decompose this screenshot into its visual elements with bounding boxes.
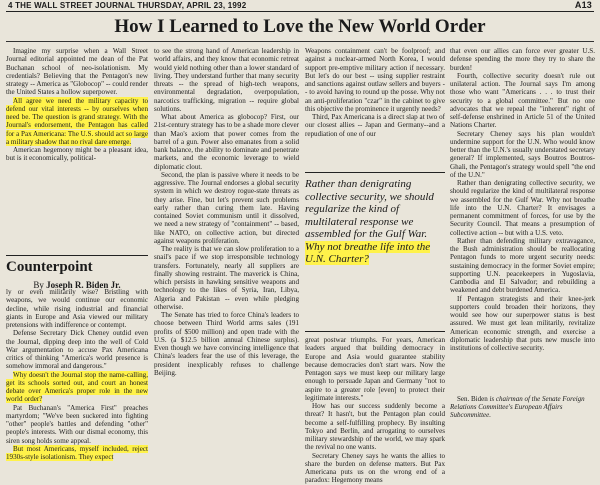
paragraph: The reality is that we can slow proliferation to a snail's pace if we stop irresponsible technology transfers. Fortunately, nearly all suppliers are finally showing restraint. The maverick is China, which persists in hawking sensitive weapons and technology to the likes of Syria, Iran, Libya, Algeria and Pakistan -- even while pledging otherwise. xyxy=(154,245,299,311)
page-number: A13 xyxy=(574,0,592,10)
counterpoint-box xyxy=(6,255,148,290)
paragraph: How has our success suddenly become a threat? It hasn't, but the Pentagon plan could become a self-fulfilling prophecy. By insulting Tokyo and Berlin, and arrogating to ourselves military stewardship of the world, we may spark the revival no one wants. xyxy=(305,402,445,452)
paragraph: Rather than defending military extravagance, the Bush administration should be reallocating Pentagon funds to more urgent security needs: sustaining democracy in the former Soviet empire; supporting U.N. peacekeepers in Yugoslavia, Cambodia and El Salvador; and rebuilding a weakened and debt burdened America. xyxy=(450,236,595,295)
paragraph: Third, Pax Americana is a direct slap at two of our closest allies -- Japan and Germany--and a repudiation of one of our xyxy=(305,113,445,138)
paragraph: American hegemony might be a pleasant idea, but is it economically, political- xyxy=(6,146,148,163)
paragraph: Fourth, collective security doesn't rule out unilateral action. The Journal says I'm among those who want "Americans . . . to trust their security to a global committee." But no one advocates that we repeal the "inherent" right of self-defense enshrined in Article 51 of the United Nations Charter. xyxy=(450,71,595,130)
paragraph: ly or even militarily wise? Bristling with weapons, we would continue our economic decline, while rising industrial and financial giants in Europe and Asia viewed our military pretensions with indifference or contempt. xyxy=(6,288,148,329)
paragraph: All agree we need the military capacity to defend our vital interests -- by ourselves when need be. The question is grand strategy. With the Journal's endorsement, the Pentagon has called for a Pax Americana: The U.S. should act so large a military shadow that no rival dare emerge. xyxy=(6,96,148,146)
author-name: Joseph R. Biden Jr. xyxy=(46,280,121,290)
paragraph: Imagine my surprise when a Wall Street Journal editorial appointed me dean of the Pat Buchanan school of neo-isolationism. My credentials? Believing that the Pentagon's new strategy -- America as "Globocop" -- could render the United States a hollow superpower. xyxy=(6,47,148,97)
paragraph: Secretary Cheney says he wants the allies to share the burden on defense matters. But Pax Americana puts us on the wrong end of a paradox: Hegemony means xyxy=(305,451,445,485)
paragraph: But most Americans, myself included, reject 1930s-style isolationism. They expect xyxy=(6,444,148,461)
article-headline: How I Learned to Love the New World Order xyxy=(6,13,594,42)
column-3-bottom xyxy=(305,336,445,485)
paragraph: great postwar triumphs. For years, American leaders argued that building democracy in Europe and Asia would guarantee stability because democracies don't start wars. Now the Pentagon says we must keep our military large enough to persuade Japan and Germany "not to aspire to a greater role [even] to protect their legitimate interests." xyxy=(305,336,445,402)
pull-quote-highlight: Why not breathe life into the U.N. Charter? xyxy=(305,240,431,265)
author-byline: By Joseph R. Biden Jr. xyxy=(33,280,121,290)
column-1-bottom xyxy=(6,288,148,461)
masthead-dateline: 4 THE WALL STREET JOURNAL THURSDAY, APRIL 23, 1992 xyxy=(8,1,247,10)
pull-quote: Rather than denigrating collective security, we should regularize the kind of multilateral response we assembled for the Gulf War. Why not breathe life into the U.N. Charter? xyxy=(305,172,445,332)
masthead xyxy=(6,0,594,12)
paragraph: If Pentagon strategists and their knee-jerk supporters could broaden their horizons, they would see how our superpower status is best assured. We must get lean militarily, revitalize American economic strength, and exercise a diplomatic leadership that puts new muscle into institutions of collective security. xyxy=(450,294,595,352)
author-note: Sen. Biden is chairman of the Senate Foreign Relations Committee's European Affairs Subcommittee. xyxy=(450,395,585,419)
counterpoint-label: Counterpoint xyxy=(6,255,148,276)
column-1-top xyxy=(6,47,148,253)
column-3-top xyxy=(305,47,445,169)
column-4 xyxy=(450,47,595,392)
paragraph: to see the strong hand of American leadership in world affairs, and they know that economic retreat would yield nothing other than a lower standard of living. They understand further that many security threats -- the spread of high-tech weapons, environmental degradation, overpopulation, narcotics trafficking, migration -- require global solutions. xyxy=(154,47,299,113)
paragraph: Secretary Cheney says his plan wouldn't undermine support for the U.N. Who would know better than the U.N.'s usually understated secretary general? If implemented, says Boutros Boutros-Ghali, the Pentagon's strategy would spell "the end of the U.N." xyxy=(450,129,595,179)
paragraph: Rather than denigrating collective security, we should regularize the kind of multilateral response we assembled for the Gulf War. Why not breathe life into the U.N. Charter? It envisages a permanent commitment of forces, for use by the Security Council. That means a presumption of collective action -- but with a U.S. veto. xyxy=(450,179,595,237)
paragraph: Second, the plan is passive where it needs to be aggressive. The Journal endorses a global security system in which we destroy rogue-state threats as they arise. Fine, but let's prevent such problems early rather than curing them late. Having contained Soviet communism until it dissolved, we need a new strategy of "containment" -- based, like NATO, on collective action, but directed against weapons proliferation. xyxy=(154,170,299,245)
paragraph: Why doesn't the Journal stop the name-calling, get its schools sorted out, and court an honest debate over America's proper role in the new world order? xyxy=(6,370,148,404)
paragraph: Weapons containment can't be foolproof; and against a nuclear-armed North Korea, I would support pre-emptive military action if necessary. But let's do our best -- using supplier restraint and sanctions against outlaw sellers and buyers -- to avoid having to round up the posse. Why not an anti-proliferation "czar" in the cabinet to give this objective the prominence it urgently needs? xyxy=(305,47,445,113)
paragraph: Defense Secretary Dick Cheney outdid even the Journal, dipping deep into the well of Cold War argumentation to accuse Pax Americana critics of thinking "America's world presence is somehow immoral and dangerous." xyxy=(6,329,148,371)
paragraph: that even our allies can force ever greater U.S. defense spending the more they try to share the burden! xyxy=(450,47,595,72)
column-2 xyxy=(154,47,299,447)
paragraph: The Senate has tried to force China's leaders to choose between Third World arms sales (191 profits of $500 million) and open trade with the U.S. (a $12.5 billion annual Chinese surplus). Even though we have convincing intelligence that China's leaders fear the use of this leverage, the president inexplicably refuses to challenge Beijing. xyxy=(154,311,299,377)
paragraph: Pat Buchanan's "America First" preaches martyrdom; "We've been suckered into fighting "other" people's battles and defending "other" people's interests. With our dismal economy, this siren song holds some appeal. xyxy=(6,403,148,445)
paragraph: What about America as globocop? First, our 21st-century strategy has to be a shade more clever than Mao's axiom that power comes from the barrel of a gun. Power also emanates from a solid bank balance, the ability to dominate and penetrate markets, and the economic leverage to wield diplomatic clout. xyxy=(154,113,299,171)
